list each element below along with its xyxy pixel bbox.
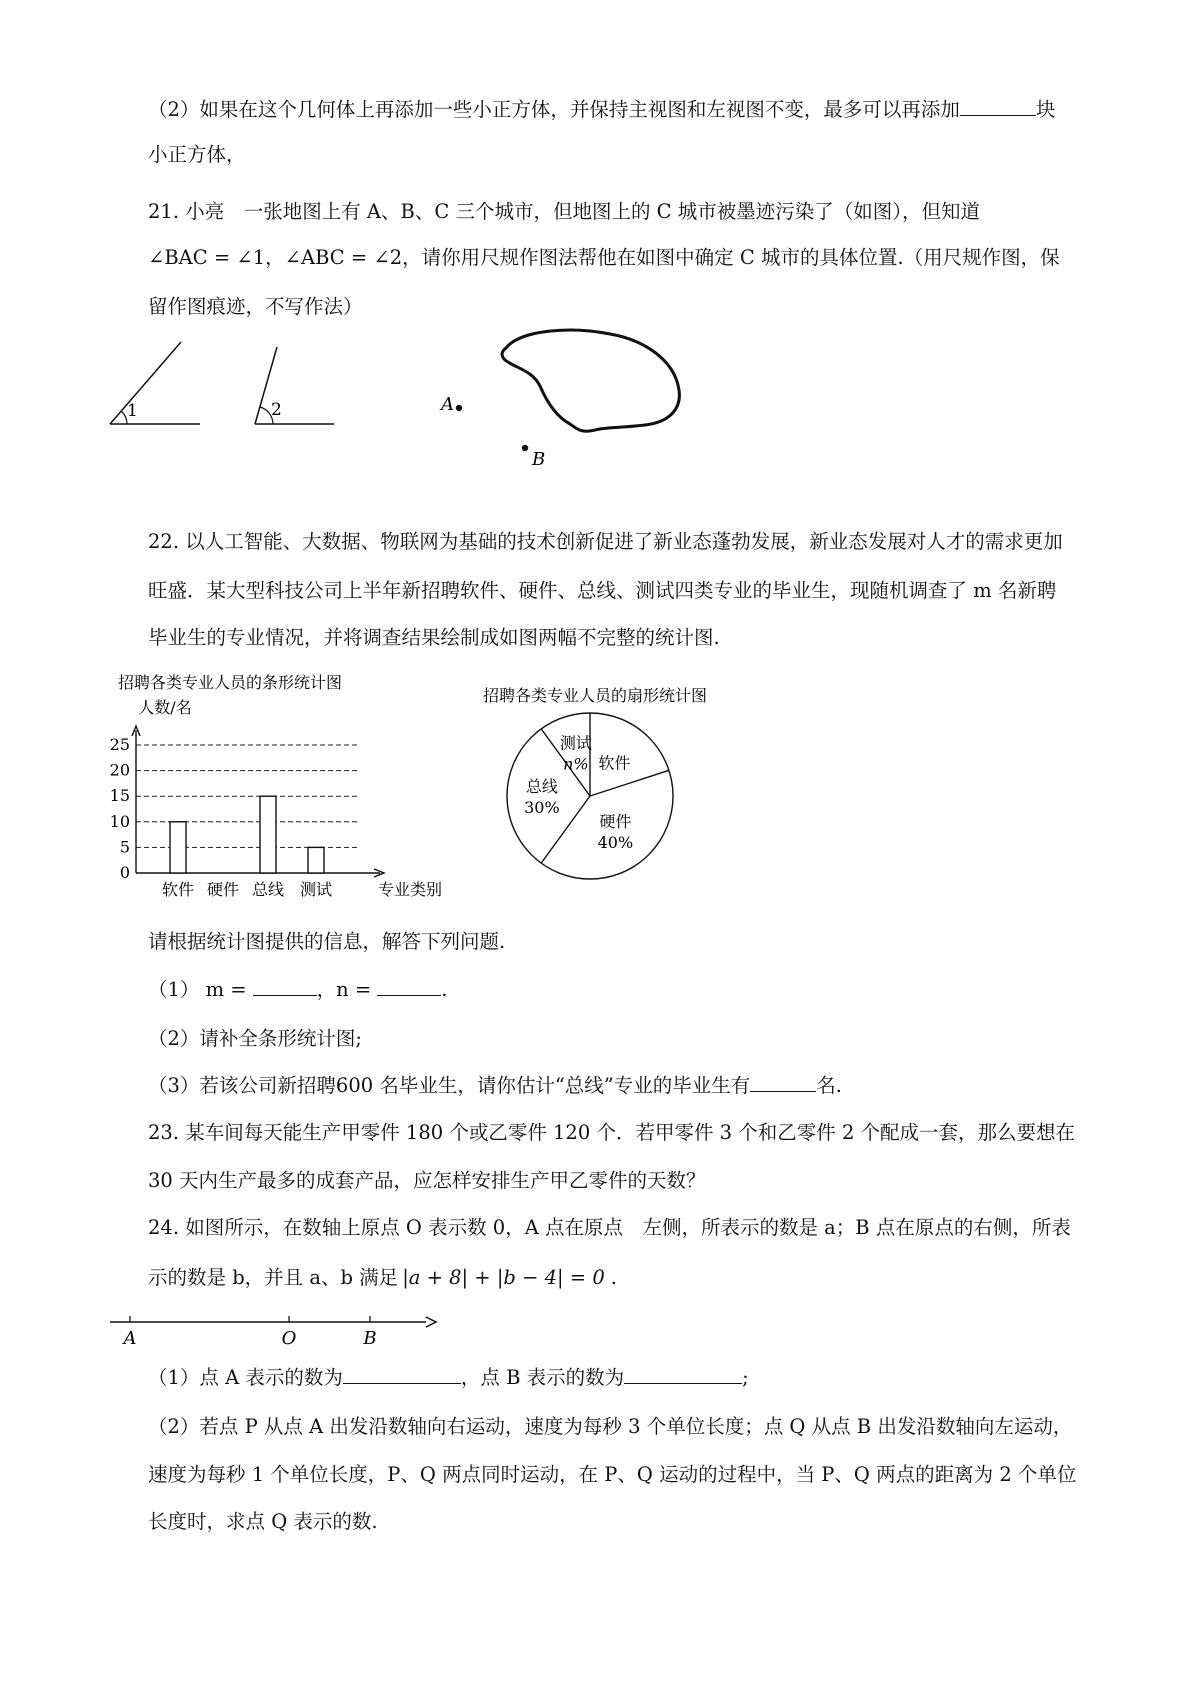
n-answer-blank[interactable] (377, 994, 441, 996)
slice-label: 总线 (525, 777, 558, 796)
q22-part1 (148, 980, 447, 1000)
y-tick-label: 0 (119, 863, 130, 882)
q23-line2: 30 天内生产最多的成套产品，应怎样安排生产甲乙零件的天数？ (148, 1169, 706, 1192)
q20-part2-text: （2）如果在这个几何体上再添加一些小正方体，并保持主视图和左视图不变，最多可以再添加 (148, 98, 960, 121)
number-line-b: B (363, 1328, 377, 1349)
slice-value-label: 30% (524, 798, 560, 817)
total-answer-blank[interactable] (750, 1090, 816, 1092)
q21-line1: 21. 小亮 一张地图上有 A、B、C 三个城市，但地图上的 C 城市被墨迹污染了（如图），但知道 (148, 200, 981, 223)
q24-part2-line3: 长度时，求点 Q 表示的数. (148, 1510, 378, 1533)
x-tick-label: 软件 (161, 880, 195, 899)
q24-part1-a: （1）点 A 表示的数为 (148, 1366, 343, 1389)
x-tick-label: 测试 (299, 880, 333, 899)
angle-1 (110, 342, 200, 424)
bar-0 (170, 822, 186, 873)
number-line-a: A (123, 1328, 137, 1349)
q24-part1-b: ，点 B 表示的数为 (460, 1366, 625, 1389)
q22-part1-end: . (441, 978, 448, 1001)
q22-part3 (148, 1076, 842, 1096)
q22-part2: （2）请补全条形统计图; (148, 1027, 362, 1050)
q24-line1: 24. 如图所示，在数轴上原点 O 表示数 0，A 点在原点 左侧，所表示的数是 a；B 点在原点的右侧，所表 (148, 1216, 1071, 1239)
slice-value-label: 40% (597, 832, 634, 852)
q22-part3-unit: 名. (816, 1074, 842, 1097)
point-b-label: B (532, 449, 546, 470)
pie-chart (455, 678, 755, 918)
point-b (522, 445, 528, 451)
angle-2 (255, 347, 334, 424)
y-tick-label: 25 (109, 735, 130, 754)
q21-figure (100, 330, 740, 480)
q24-part2-line1: （2）若点 P 从点 A 出发沿数轴向右运动，速度为每秒 3 个单位长度；点 Q 从点 B 出发沿数轴向左运动， (148, 1415, 1073, 1438)
y-tick-label: 15 (109, 786, 130, 806)
slice-label: 测试 (559, 733, 592, 753)
x-tick-label: 总线 (251, 880, 285, 899)
q20-part2-unit: 块 (1035, 98, 1056, 121)
pie-chart-title: 招聘各类专业人员的扇形统计图 (482, 686, 708, 705)
angle-2-label: 2 (271, 400, 282, 420)
y-tick-label: 10 (109, 811, 130, 831)
number-line (108, 1310, 438, 1352)
bar-chart-xlabel: 专业类别 (377, 880, 443, 899)
q22-line1: 22. 以人工智能、大数据、物联网为基础的技术创新促进了新业态蓬勃发展，新业态发展对人才的需求更加 (148, 530, 1063, 553)
q22-part3-text: （3）若该公司新招聘600 名毕业生，请你估计“总线”专业的毕业生有 (148, 1074, 751, 1097)
q20-part2-line2: 小正方体， (148, 143, 246, 166)
q21-line2: ∠BAC = ∠1，∠ABC = ∠2，请你用尺规作图法帮他在如图中确定 C 城市的具体位置.（用尺规作图，保 (148, 246, 1060, 269)
q24-part2-line2: 速度为每秒 1 个单位长度，P、Q 两点同时运动，在 P、Q 运动的过程中，当 P、Q 两点的距离为 2 个单位 (148, 1463, 1077, 1486)
q24-line2-end: . (610, 1266, 617, 1289)
arrow-right-icon (426, 1317, 436, 1327)
q22-line2: 旺盛．某大型科技公司上半年新招聘软件、硬件、总线、测试四类专业的毕业生，现随机调查了 m 名新聘 (148, 579, 1057, 602)
slice-value-label: n% (563, 754, 589, 774)
slice-label: 硬件 (599, 811, 632, 831)
slice-label: 软件 (598, 753, 631, 773)
q24-line2-text: 示的数是 b，并且 a、b 满足 (148, 1266, 399, 1289)
number-line-o: O (281, 1328, 297, 1349)
q22-instruction: 请根据统计图提供的信息，解答下列问题. (148, 930, 506, 953)
point-a-label: A (441, 394, 454, 415)
bar-chart-title: 招聘各类专业人员的条形统计图 (117, 673, 343, 692)
ink-blot-outline (502, 330, 679, 431)
q23-line1: 23. 某车间每天能生产甲零件 180 个或乙零件 120 个．若甲零件 3 个和乙零件 2 个配成一套，那么要想在 (148, 1121, 1076, 1144)
y-tick-label: 20 (109, 760, 130, 780)
bar-3 (308, 847, 324, 873)
q22-part1-n: ，n = (316, 978, 372, 1001)
y-tick-label: 5 (119, 837, 130, 857)
point-b-answer-blank[interactable] (624, 1382, 742, 1384)
m-answer-blank[interactable] (253, 994, 317, 996)
bar-chart (110, 668, 450, 908)
point-a-answer-blank[interactable] (343, 1382, 461, 1384)
bar-2 (260, 796, 276, 873)
x-tick-label: 硬件 (206, 880, 240, 899)
point-a (456, 405, 462, 411)
bar-chart-ylabel: 人数/名 (138, 698, 192, 717)
angle-1-label: 1 (127, 401, 138, 421)
answer-blank[interactable] (960, 114, 1036, 116)
q22-line3: 毕业生的专业情况，并将调查结果绘制成如图两幅不完整的统计图. (148, 626, 720, 649)
q24-part1-end: ; (742, 1366, 749, 1389)
q24-equation: |a + 8| + |b − 4| = 0 (402, 1266, 605, 1289)
q24-line2 (148, 1268, 617, 1288)
q22-part1-m: （1） m = (148, 978, 247, 1001)
q21-line3: 留作图痕迹，不写作法） (148, 295, 363, 318)
q20-part2-line (148, 100, 1055, 120)
q24-part1 (148, 1368, 749, 1388)
